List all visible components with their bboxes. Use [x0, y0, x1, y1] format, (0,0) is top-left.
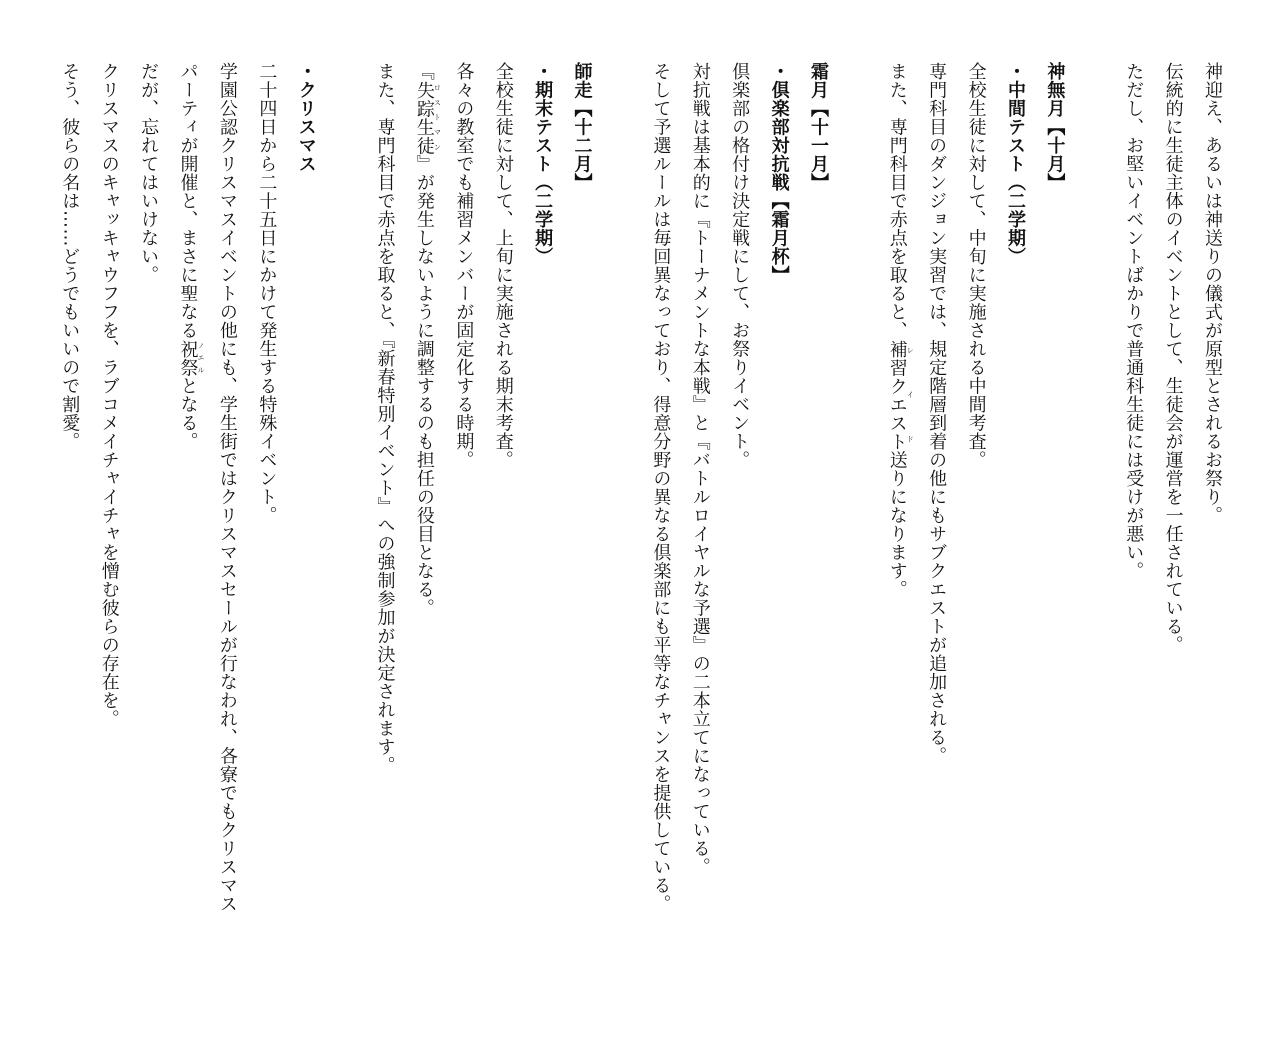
intro-line-1: 神迎え、あるいは神送りの儀式が原型とされるお祭り。: [1202, 62, 1223, 525]
spacer: [1074, 62, 1113, 1052]
ruby-base: 祝祭: [177, 339, 199, 377]
ruby-base: 失踪生徒: [413, 80, 435, 155]
vertical-text-block: [50, 62, 1232, 1052]
club-line-1: 倶楽部の格付け決定戦にして、お祭りイベント。: [729, 62, 751, 469]
christmas-line-3: [168, 62, 207, 1052]
midterm-line-3: [877, 62, 916, 1052]
month-heading-shimotsuki: 霜月【十一月】: [807, 62, 829, 192]
section-heading-midterm: ・中間テスト（二学期）: [1004, 62, 1026, 266]
spacer: [838, 62, 877, 1052]
christmas-line-1: 二十四日から二十五日にかけて発生する特殊イベント。: [256, 62, 278, 525]
christmas-line-3-before: パーティが開催と、まさに聖なる: [177, 62, 199, 340]
ruby-reading: ロストマン: [433, 80, 442, 155]
midterm-line-3-after: 送りになります。: [886, 450, 908, 599]
final-line-3: [405, 62, 444, 1052]
midterm-line-3-before: また、専門科目で赤点を取ると、: [886, 62, 908, 340]
final-line-3-open: 『: [413, 62, 435, 81]
christmas-line-3-after: となる。: [177, 376, 199, 451]
final-line-3-after: 』が発生しないように調整するのも担任の役目となる。: [413, 154, 435, 617]
final-line-1: 全校生徒に対して、上旬に実施される期末考査。: [492, 62, 514, 469]
ruby-hoshu-quest: [886, 339, 915, 451]
christmas-line-5: クリスマスのキャッキャウフフを、ラブコメイチャイチャを憎む彼らの存在を。: [98, 62, 120, 728]
section-heading-final: ・期末テスト（二学期）: [532, 62, 554, 266]
ruby-reading: レイド: [906, 339, 915, 451]
christmas-line-4: だが、忘れてはいけない。: [138, 62, 160, 284]
intro-line-2: 伝統的に生徒主体のイベントとして、生徒会が運営を一任されている。: [1162, 62, 1184, 654]
final-line-2: 各々の教室でも補習メンバーが固定化する時期。: [453, 62, 475, 469]
club-line-2: 対抗戦は基本的に『トーナメントな本戦』と『バトルロイヤルな予選』の二本立てになっている。: [689, 62, 711, 876]
final-line-4: また、専門科目で赤点を取ると、『新春特別イベント』への強制参加が決定されます。: [374, 62, 396, 775]
christmas-line-6: そう、彼らの名は……どうでもいいので割愛。: [59, 62, 81, 451]
club-line-3: そして予選ルールは毎回異なっており、得意分野の異なる倶楽部にも平等なチャンスを提供している。: [650, 62, 672, 913]
intro-line-3: ただし、お堅いイベントばかりで普通科生徒には受けが悪い。: [1123, 62, 1145, 580]
month-heading-kannazuki: 神無月【十月】: [1044, 62, 1066, 192]
ruby-base: 補習クエスト: [886, 339, 908, 451]
spacer: [326, 62, 365, 1052]
ruby-reading: ノエル: [197, 339, 205, 377]
month-heading-shiwasu: 師走【十二月】: [571, 62, 593, 192]
section-heading-club: ・倶楽部対抗戦【霜月杯】: [768, 62, 790, 284]
christmas-line-2: 学園公認クリスマスイベントの他にも、学生街ではクリスマスセールが行なわれ、各寮でもクリスマス: [216, 62, 238, 913]
spacer: [602, 62, 641, 1052]
midterm-line-2: 専門科目のダンジョン実習では、規定階層到着の他にもサブクエストが追加される。: [926, 62, 948, 765]
ruby-shisso-seito: [413, 80, 442, 155]
section-heading-christmas: ・クリスマス: [295, 62, 317, 173]
midterm-line-1: 全校生徒に対して、中旬に実施される中間考査。: [965, 62, 987, 469]
ruby-shukusai: [177, 339, 205, 377]
